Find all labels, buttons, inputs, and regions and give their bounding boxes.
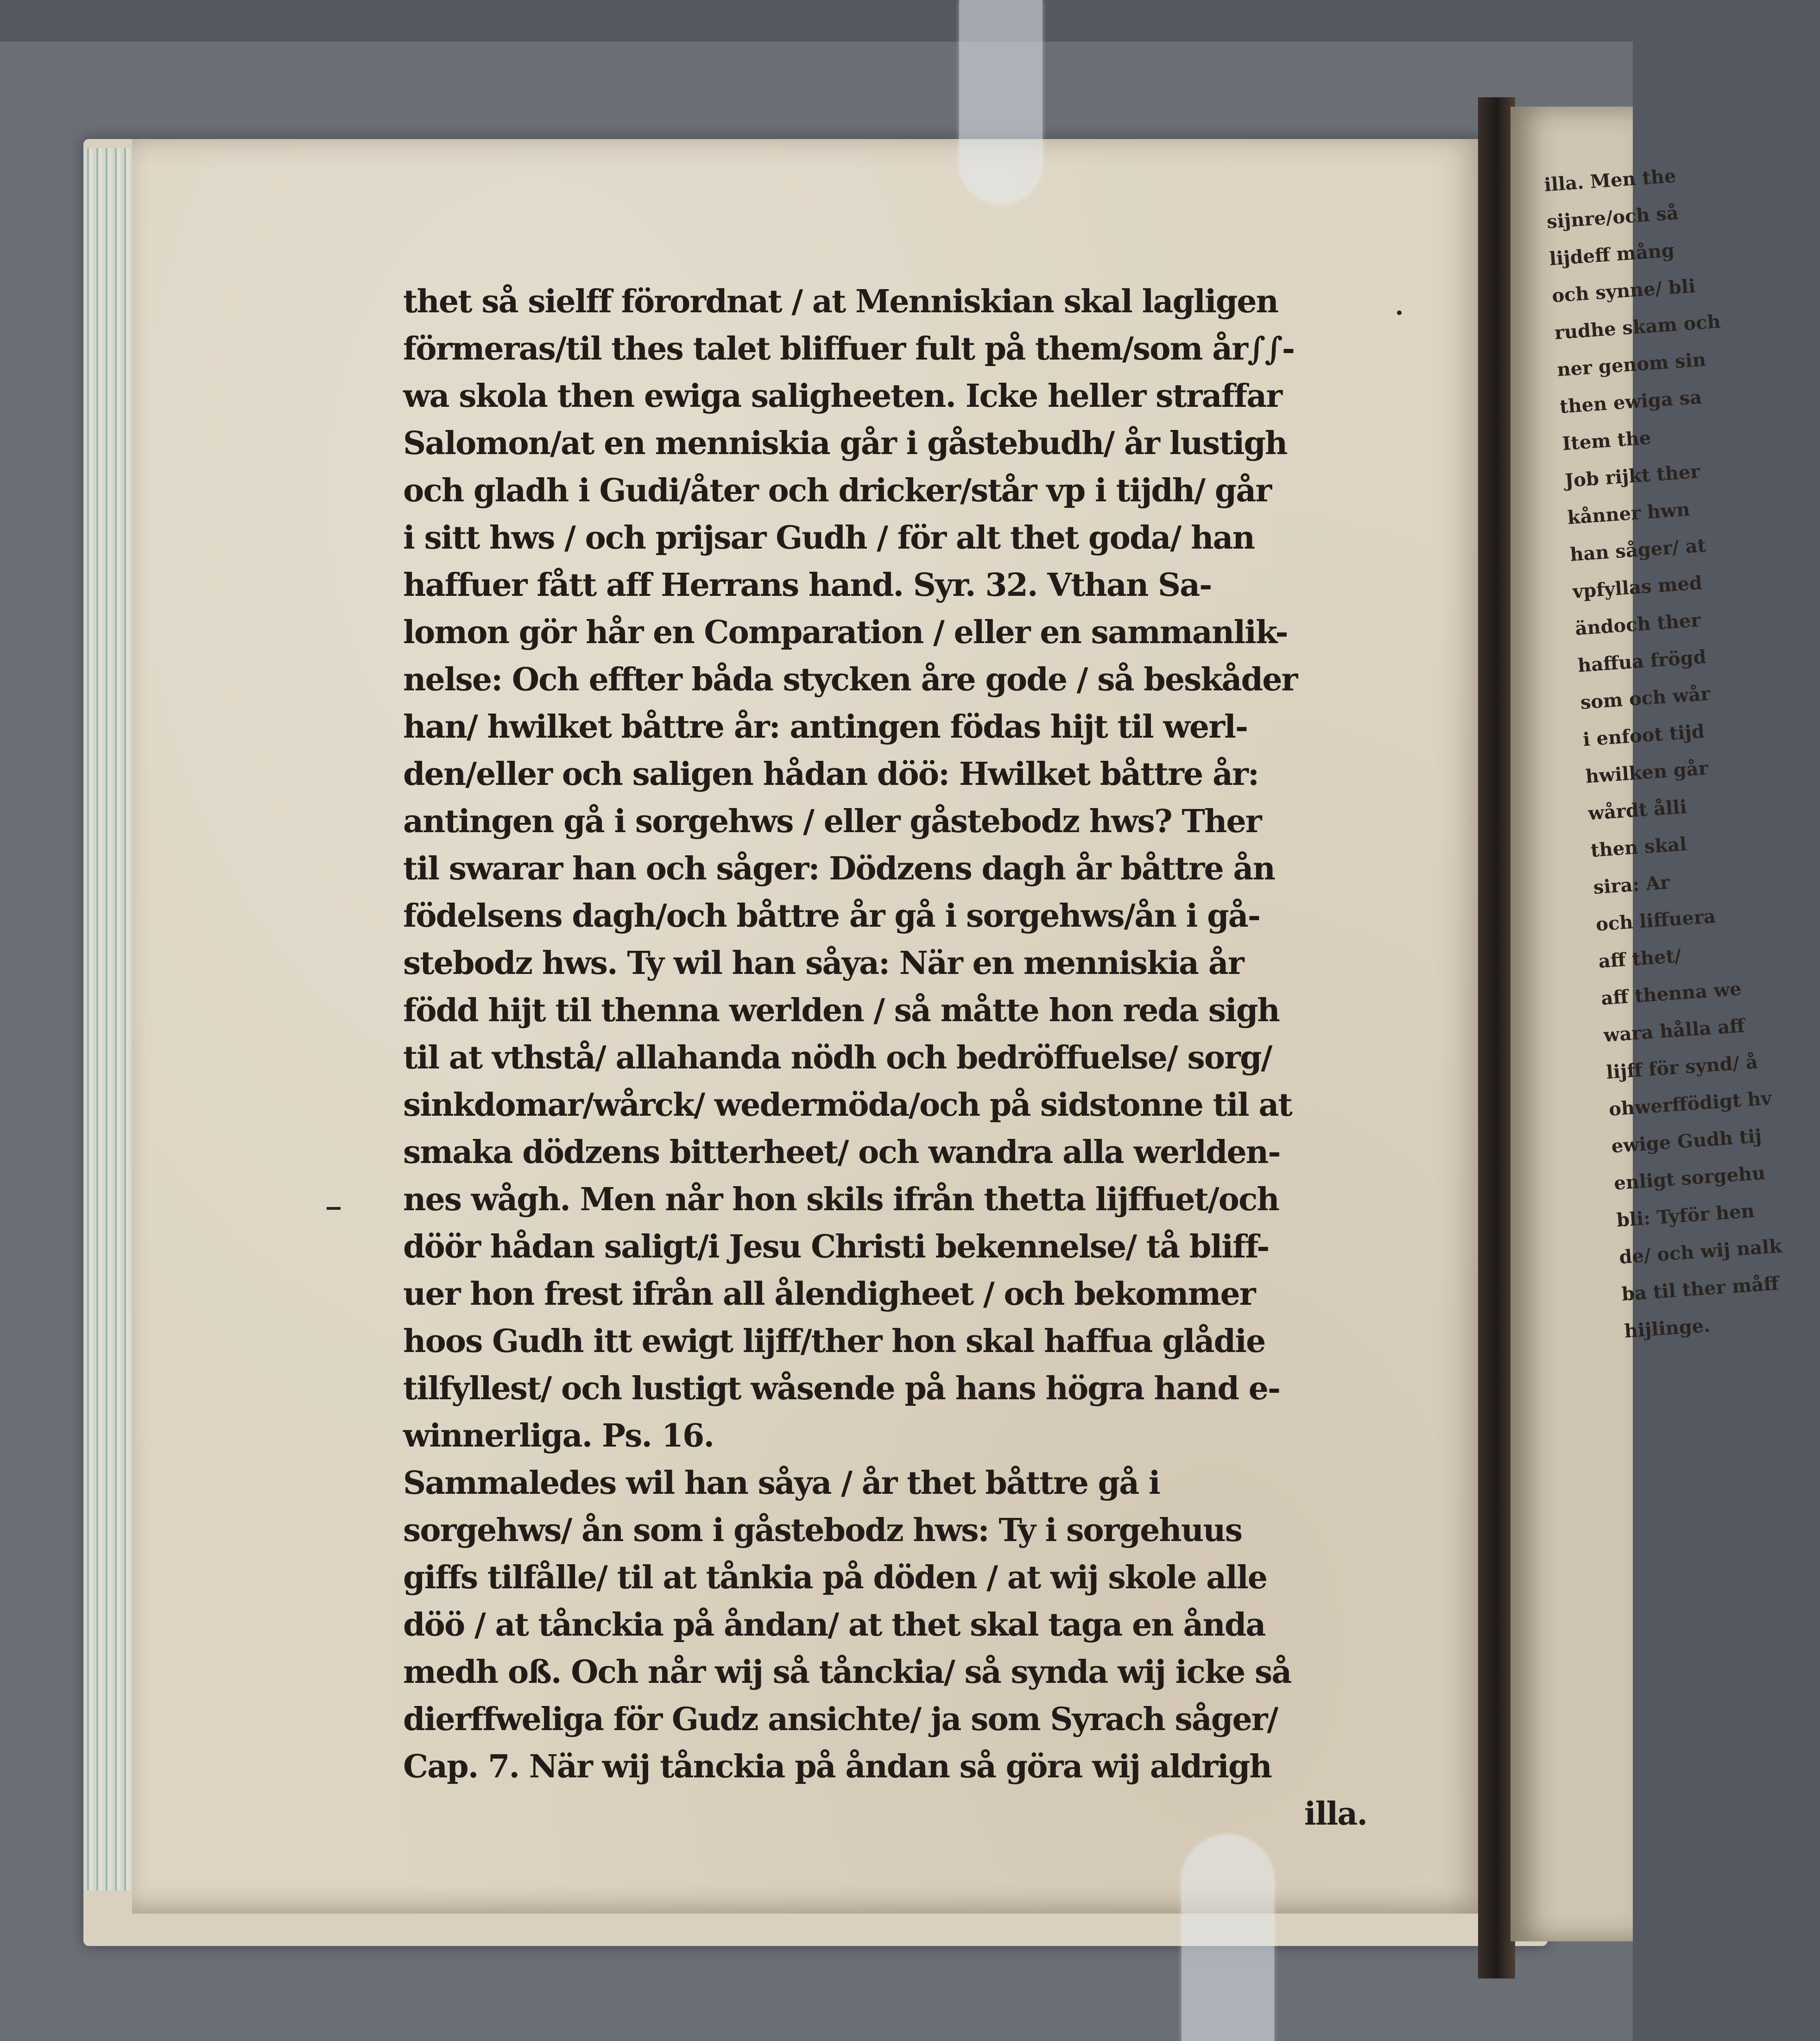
facing-line: ewige Gudh tij: [1611, 1125, 1763, 1157]
text-line: stebodz hws. Ty wil han såya: När en menniskia år: [403, 945, 1244, 982]
facing-line: ändoch ther: [1574, 609, 1701, 640]
facing-line: hwilken går: [1585, 757, 1709, 788]
text-line: född hijt til thenna werlden / så måtte hon reda sigh: [403, 992, 1279, 1029]
facing-line: aff thet/: [1598, 945, 1682, 973]
text-line: til at vthstå/ allahanda nödh och bedröffuelse/ sorg/: [403, 1039, 1272, 1076]
facing-line: hijlinge.: [1624, 1314, 1711, 1342]
text-line: Sammaledes wil han såya / år thet båttre gå i: [403, 1465, 1160, 1502]
facing-line: bli: Tyför hen: [1616, 1200, 1756, 1232]
facing-line: sira: Ar: [1592, 871, 1671, 899]
facing-line: sijnre/och så: [1546, 202, 1680, 233]
facing-line: enligt sorgehu: [1613, 1162, 1766, 1194]
margin-dash: [327, 1207, 341, 1210]
facing-line: then ewiga sa: [1559, 386, 1703, 418]
text-line: nelse: Och effter båda stycken åre gode / så beskåder: [403, 661, 1297, 698]
text-line: thet så sielff förordnat / at Menniskian skal lagligen: [403, 283, 1278, 320]
facing-line: aff thenna we: [1600, 978, 1743, 1010]
facing-line: ohwerffödigt hv: [1608, 1087, 1773, 1120]
facing-line: ner genom sin: [1556, 348, 1707, 381]
facing-line: vpfyllas med: [1572, 572, 1703, 603]
text-line: den/eller och saligen hådan döö: Hwilket båttre år:: [403, 756, 1258, 793]
facing-line: Item the: [1561, 427, 1652, 455]
text-line: han/ hwilket båttre år: antingen födas hijt til werl-: [403, 708, 1248, 746]
text-line: haffuer fått aff Herrans hand. Syr. 32. Vthan Sa-: [403, 567, 1212, 604]
text-line: i sitt hws / och prijsar Gudh / för alt thet goda/ han: [403, 519, 1255, 556]
catchword: illa.: [1304, 1795, 1367, 1832]
facing-page-text: [1543, 153, 1820, 1350]
text-line: giffs tilfålle/ til at tånkia på döden / at wij skole alle: [403, 1559, 1267, 1596]
facing-line: haffua frögd: [1577, 646, 1707, 677]
page-clip-top: [959, 0, 1043, 204]
facing-line: illa. Men the: [1543, 165, 1677, 196]
text-line: til swarar han och såger: Dödzens dagh år båttre ån: [403, 850, 1275, 887]
margin-dot: [1397, 310, 1402, 315]
book-gutter: [1478, 97, 1515, 1978]
text-line: födelsens dagh/och båttre år gå i sorgehws/ån i gå-: [403, 897, 1260, 935]
facing-line: lijdeff mång: [1548, 239, 1675, 270]
facing-line: wårdt ålli: [1587, 796, 1688, 825]
facing-line: rudhe skam och: [1554, 310, 1721, 344]
facing-page: [1510, 107, 1783, 1941]
facing-line: och liffuera: [1595, 905, 1717, 935]
text-line: Cap. 7. När wij tånckia på åndan så göra wij aldrigh: [403, 1748, 1271, 1785]
facing-line: wara hålla aff: [1603, 1015, 1746, 1047]
facing-line: han såger/ at: [1569, 534, 1707, 566]
text-line: döör hådan saligt/i Jesu Christi bekennelse/ tå bliff-: [403, 1228, 1269, 1265]
facing-line: Job rijkt ther: [1564, 461, 1701, 492]
text-line: förmeras/til thes talet bliffuer fult på them/som år∫∫-: [403, 330, 1294, 367]
text-line: medh oß. Och når wij så tånckia/ så synda wij icke så: [403, 1654, 1291, 1691]
facing-line: lijff för synd/ å: [1605, 1051, 1759, 1084]
text-line: antingen gå i sorgehws / eller gåstebodz hws? Ther: [403, 803, 1261, 840]
text-line: dierffweliga för Gudz ansichte/ ja som Syrach såger/: [403, 1701, 1278, 1738]
text-line: uer hon frest ifrån all ålendigheet / och bekommer: [403, 1276, 1255, 1313]
facing-line: och synne/ bli: [1551, 275, 1696, 307]
facing-line: som och wår: [1580, 682, 1711, 714]
facing-line: de/ och wij nalk: [1618, 1235, 1783, 1269]
page-clip-bottom: [1182, 1835, 1274, 2041]
text-line: och gladh i Gudi/åter och dricker/står vp i tijdh/ går: [403, 472, 1271, 509]
facing-line: ba til ther måff: [1621, 1272, 1780, 1306]
text-line: döö / at tånckia på åndan/ at thet skal taga en ånda: [403, 1606, 1265, 1643]
text-line: Salomon/at en menniskia går i gåstebudh/ år lustigh: [403, 425, 1287, 462]
page-edges: [83, 148, 134, 1890]
text-line: smaka dödzens bitterheet/ och wandra alla werlden-: [403, 1134, 1280, 1171]
text-line: sorgehws/ ån som i gåstebodz hws: Ty i sorgehuus: [403, 1512, 1242, 1549]
facing-line: kånner hwn: [1567, 498, 1691, 529]
facing-line: then skal: [1590, 833, 1687, 862]
text-line: lomon gör hår en Comparation / eller en sammanlik-: [403, 614, 1288, 651]
text-line: hoos Gudh itt ewigt lijff/ther hon skal haffua glådie: [403, 1323, 1265, 1360]
text-line: nes wågh. Men når hon skils ifrån thetta lijffuet/och: [403, 1181, 1279, 1218]
facing-line: i enfoot tijd: [1582, 720, 1706, 751]
text-line: wa skola then ewiga saligheeten. Icke heller straffar: [403, 378, 1282, 415]
text-line: sinkdomar/wårck/ wedermöda/och på sidstonne til at: [403, 1087, 1292, 1124]
text-line: winnerliga. Ps. 16.: [403, 1417, 714, 1454]
text-line: tilfyllest/ och lustigt wåsende på hans högra hand e-: [403, 1370, 1280, 1407]
page-text: [403, 278, 1385, 1838]
